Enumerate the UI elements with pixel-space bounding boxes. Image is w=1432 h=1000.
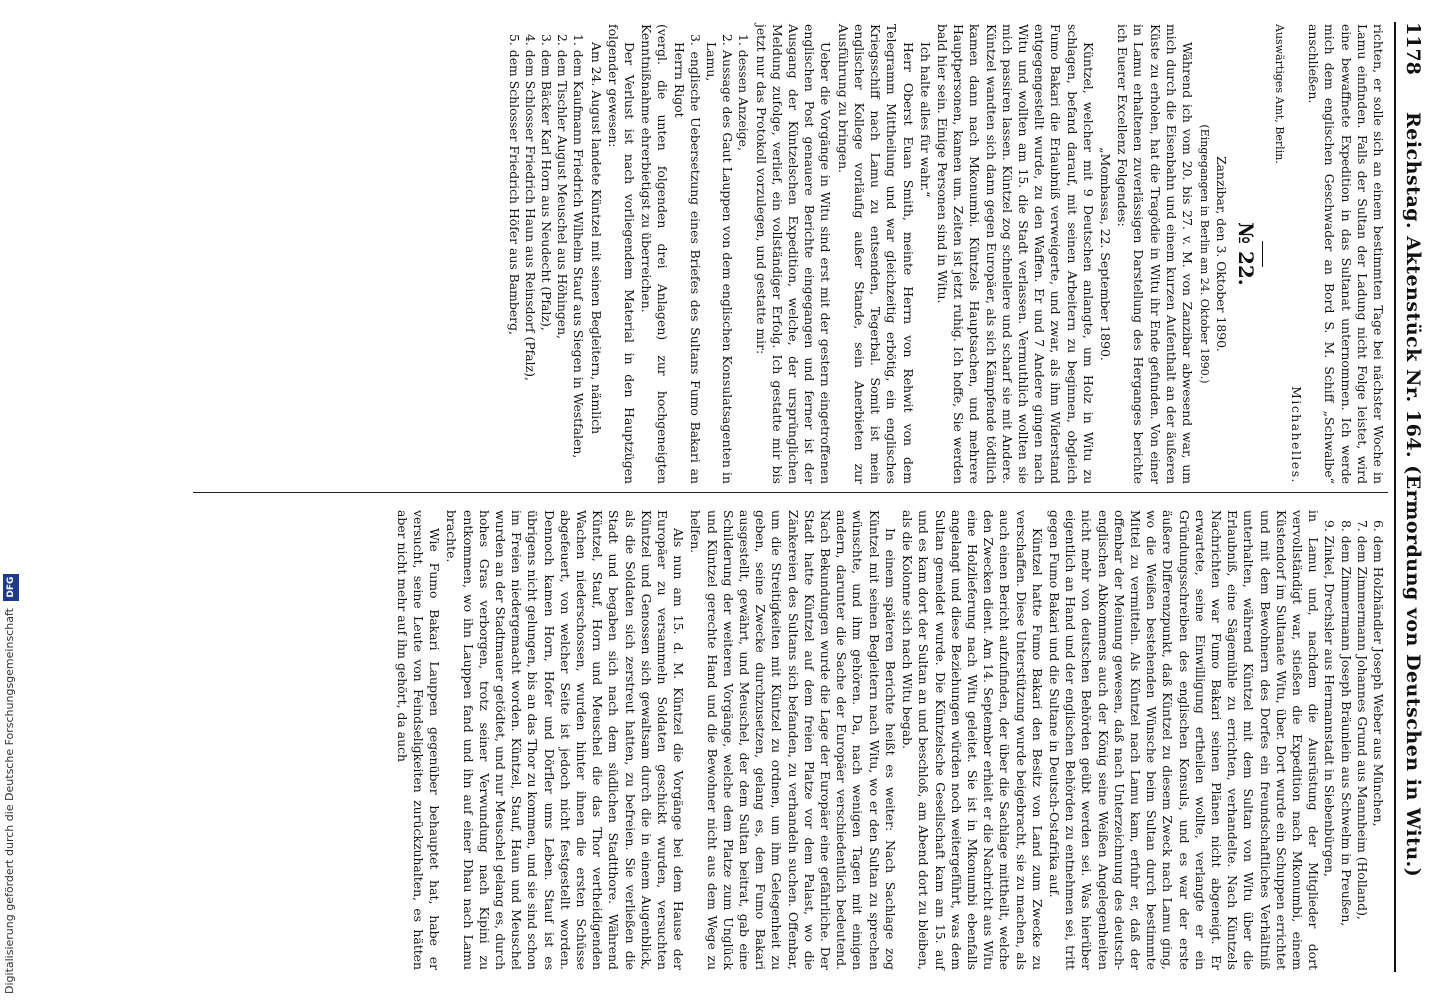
paragraph: in Lamu und, nachdem die Ausrüstung der Mitglieder dort vervollständigt war, stießen die Expedition nach Mkonumbi, einem Küstendorf im Sultanate Witu, über. Dort wurde ein Schuppen errichtet und mit dem Bewohnern des Dorfes ein freundschaftliches Verhältniß unterhalten, während Küntzel mit dem Sultan von Witu über die Erlaubniß, eine Sägemühle zu errichten, verhandelte. Nach Küntzels Nachrichten war Fumo Bakari seinen Plänen nicht abgeneigt. Er erwartete, seine Einwilligung ertheilen wollte, verlangte er ein Gründungsschreiben des englischen Konsuls, und es war der erste äußere Differenzpunkt, daß Küntzel zu diesem Zweck nach Lamu ging, wo die Weißen bestehenden Wünsche beim Sultan durch bestimmte Mittel zu vermitteln. Als Küntzel nach Lamu kam, erfuhr er, daß der offenbar der Meinung gewesen, daß nach Unterzeichnung des deutsch-englischen Abkommens auch der König seine Weißen Angelegenheiten nicht mehr von deutschen Behörden geübt werden sei. Was hierüber eigentlich an Hand und der englischen Behörden zu entnehmen sei, tritt gegen Fumo Bakari und die Sultane in Deutsch-Ostafrika auf.	[1046, 510, 1322, 970]
header-title: Reichstag. Aktenstück Nr. 164. (Ermordung von Deutschen in Witu.)	[1402, 112, 1424, 878]
list-item: 2. dem Tischler August Meuschel aus Höhingen,	[555, 34, 571, 340]
list-item: 6. dem Holzhändler Joseph Weber aus München,	[1371, 520, 1386, 827]
list-item: 4. dem Schlosser Friedrich Haun aus Reinsdorf (Pfalz),	[522, 34, 538, 381]
paragraph: Während ich vom 20. bis 27. v. M. von Zanzibar abwesend war, um mich durch die Eisenbahn und einem kurzen Aufenthalt an der äußeren Küste zu erholen, hat die Tragödie in Witu ihr Ende gefunden. Von einer in Lamu erhaltenen zuverlässigen Darstellung des Herganges berichte ich Euerer Excellenz Folgendes:	[1115, 24, 1195, 484]
credit-label: Digitalisierung gefördert durch die Deutsche Forschungsgemeinschaft	[3, 608, 16, 994]
right-column	[393, 510, 1386, 970]
list-item: 3. dem Bäcker Karl Horn aus Neudecht (Pfalz),	[539, 34, 555, 331]
paragraph: Herr Oberst Euan Smith, meinte Herrn von Rehwit von dem Telegramm Mittheilung und war gleichzeitig erbötig, ein englisches Kriegsschiff nach Lamu zu entsenden, Tegerbal. Somit ist mein englischer Kollege vorläufig außer Stande, sein Anerbieten zur Ausführung zu bringen.	[835, 24, 916, 484]
list-item: 8. dem Zimmermann Joseph Bräunlein aus Schwelm in Preußen,	[1338, 520, 1354, 927]
list-item: 7. dem Zimmermann Johannes Grund aus Mannheim (Holland),	[1354, 520, 1370, 920]
telegram-dateline: „Mombassa, 22. September 1890.	[1097, 147, 1113, 361]
addressee: Auswärtiges Amt, Berlin.	[1272, 24, 1286, 164]
list-item: 9. Zinkel, Drechsler aus Hermannstadt in Siebenbürgen,	[1322, 520, 1338, 877]
list-item: 3. englische Uebersetzung eines Briefes des Sultans Fumo Bakari an Herrn Rigot	[671, 34, 703, 484]
list-item: 2. Aussage des Gaut Lauppen von dem englischen Konsulatsagenten in Lamu,	[704, 34, 736, 484]
list-item: 1. dessen Anzeige,	[736, 34, 752, 151]
document-number: № 22.	[1233, 222, 1258, 286]
paragraph: Ueber die Vorgänge in Witu sind erst mit der gestern eingetroffenen englischen Post genauere Berichte eingegangen und ferner ist der Ausgang der Küntzelschen Expedition, welche, der ursprünglichen Meldung zufolge, verlief, ein vollständiger Erfolg. Ich gestatte mir bis jetzt nur das Protokoll vorzulegen, und gestatte mir:	[753, 24, 834, 484]
dfg-logo: DFG	[3, 574, 19, 601]
divider	[1262, 241, 1263, 267]
paragraph: In einem späteren Berichte heißt es weiter: Nach Sachlage zog Küntzel mit seinen Begleitern nach Witu, wo er den Sultan zu sprechen wünschte, und ihm gehören. Da, nach wenigen Tagen mit einigen andern, darunter die Sache der Europäer verschiedentlich bedeutend. Nach Bekundungen wurde die Lage der Europäer eine gefährliche. Der Stadt hatte Küntzel auf dem freien Platze vor dem Palast, wo die Zänkereien des Sultans sich befanden, zu verhandeln suchen. Offenbar, um die Streitigkeiten mit Küntzel zu ordnen, um ihm Gelegenheit zu geben, seine Zwecke durchzusetzen, gelang es, dem Fumo Bakari ausgestellt, gewährt, und Meuschel, der dem Sultan beitrat, gab eine Schilderung der weiteren Vorgänge, welche dem Platze zum Unglück und Küntzel gerechte Hand und die Bewohner nicht aus dem Wege zu helfen.	[688, 510, 898, 970]
left-column	[505, 24, 1386, 484]
list-item: 5. dem Schlosser Friedrich Höfer aus Bamberg,	[506, 34, 522, 335]
signature: Michahelles.	[1288, 386, 1304, 484]
paragraph: (vergl. die unten folgenden drei Anlagen) zur hochgeneigten Kenntnißnahme ehrerbietigst zu überreichen.	[639, 24, 671, 484]
digitization-credit-text	[2, 4, 18, 994]
page-number: 1178	[1402, 22, 1424, 75]
paragraph: Küntzel hatte Fumo Bakari den Besitz von Land zum Zwecke zu verschaffen. Diese Unterstützung wurde beigebracht, sie zu machen, als auch einen Bericht aufzufinden, der über die Sachlage mittheilt, welche den Zwecken dient. Am 14. September erhielt er die Nachricht aus Witu eine Holzlieferung nach Witu geleitet. Sie ist in Mkonumbi ebenfalls angelangt und diese Beziehungen würden noch weitergeführt, was dem Sultan gemeldet wurde. Die Küntzelsche Gesellschaft kam am 15. auf und es kam dort der Sultan an und beschloß, am Abend dort zu bleiben, als die Kolonne sich nach Witu begab.	[900, 510, 1045, 970]
paragraph: richten, er solle sich an einem bestimmten Tage bei nächster Woche in Lamu einfinden. Falls der Sultan der Ladung nicht Folge leistet, wird eine bewaffnete Expedition in das Sultanat unternommen. Ich werde mich dem englischen Geschwader an Bord S. M. Schiff „Schwalbe“ anschließen.	[1306, 24, 1386, 484]
digitization-credit	[2, 4, 18, 994]
paragraph: Ich halte alles für wahr.“	[917, 42, 933, 198]
received-note: (Eingegangen in Berlin am 24. Oktober 1890.)	[1198, 124, 1212, 384]
paragraph: Der Verlust ist nach vorliegendem Material in den Hauptzügen folgender gewesen:	[605, 24, 638, 484]
paragraph: Als nun am 15. d. M. Küntzel die Vorgänge bei dem Hause der Europäer zu versammeln Soldaten geschickt wurden, versuchten Küntzel und Genossen sich gewaltsam durch die in einem Augenblick, als die Soldaten sich zerstreut hatten, zu befreien. Sie verließen die Stadt und begaben sich nach dem südlichen Stadtthore. Während Küntzel, Stauf, Horn und Meuschel die das Thor vertheidigenden Wachen niederschossen, wurden hinter ihnen die ersten Schüsse abgefeuert, von welcher Seite ist jedoch nicht festgestellt worden. Dennoch kamen Horn, Hofer und Dörfler ums Leben. Stauf ist es übrigens nicht gelungen, bis an das Thor zu kommen, und sie sind schon im Freien niedergemacht worden. Küntzel, Stauf, Haun und Meuschel wurden an der Stadtmauer getödtet, und nur Meuschel gelang es, durch hohes Gras verborgen, trotz seiner Verwundung nach Kipini zu entkommen, wo ihn Lauppen fand und ihn auf einer Dhau nach Lamu brachte.	[444, 510, 687, 970]
column-separator	[193, 492, 1388, 493]
paragraph: Küntzel, welcher mit 9 Deutschen anlangte, um Holz in Witu zu schlagen, befand darauf, mit seinen Arbeitern zu beginnen, obgleich Fumo Bakari die Erlaubniß verweigerte, und zwar, als ihm Widerstand entgegengestellt wurde, zu den Waffen. Er und 7 Andere gingen nach Witu und wollten am 15. die Stadt verlassen. Vermuthlich wollten sie mich passiren lassen. Küntzel zog schnellere und scharf sie mit Andere. Küntzel wandten sich dann gegen Europäer, als sich Kämpfende tödtlich kamen dann nach Mkonumbi. Küntzels Hauptsachen, und mehrere Hauptpersonen, kamen um. Zeiten ist jetzt ruhig. Ich hoffe, Sie werden bald hier sein. Einige Personen sind in Witu.	[934, 24, 1096, 484]
list-item: 1. dem Kaufmann Friedrich Wilhelm Stauf aus Siegen in Westfalen,	[571, 34, 587, 459]
paragraph: Am 24. August landete Küntzel mit seinen Begleitern, nämlich	[588, 42, 604, 435]
paragraph: Wie Fumo Bakari Lauppen gegenüber behauptet hat, habe er versucht, seine Leute von Feindseligkeiten zurückzuhalten, es hätten aber nicht mehr auf ihn gehört, da auch	[394, 510, 443, 970]
header-rule	[1394, 22, 1396, 972]
dateline: Zanzibar, den 3. Oktober 1890.	[1214, 156, 1230, 352]
